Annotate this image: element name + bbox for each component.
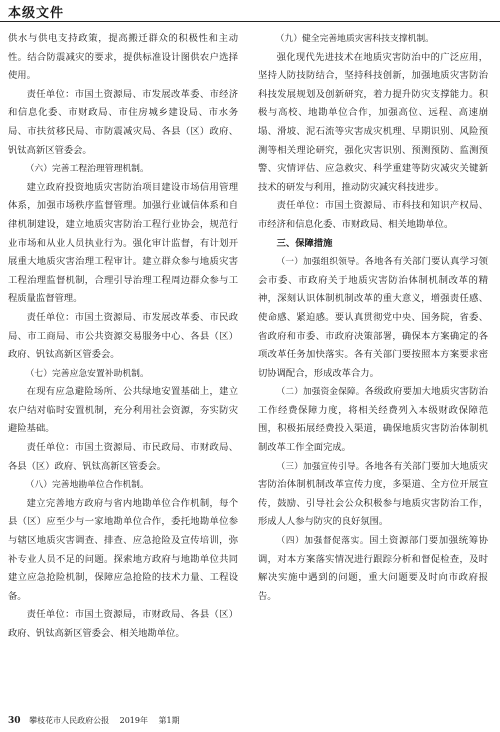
page-number: 30 <box>8 716 21 726</box>
responsibility-paragraph: 责任单位：市国土资源局、市民政局、市财政局、各县（区）政府、钒钛高新区管委会。 <box>8 442 238 472</box>
measure-text: 各地各有关部门要认真学习领会市委、市政府关于地质灾害防治体制机制改革的精神，深刻认识体制机制改革的重大意义，增强责任感、使命感、紧迫感。要认真贯彻党中央、国务院，省委、省政府和市委、市政府决策部署，确保本方案确定的各项改革任务加快落实。各有关部门要按照本方案要求密切协调配合，形成改革合力。 <box>258 256 488 379</box>
responsibility-paragraph: 责任单位：市国土资源局、市发展改革委、市民政局、市工商局、市公共资源交易服务中心、各县（区）政府、钒钛高新区管委会。 <box>8 311 238 361</box>
subheading-7: （七）完善应急安置补助机制。 <box>25 368 149 379</box>
paragraph: 建立政府投资地质灾害防治项目建设市场信用管理体系，加强市场秩序监督管理。加强行业诚信体系和自律机制建设，建立地质灾害防治工程行业协会，规范行业市场和从业人员执业行为。强化审计监督，有计划开展重大地质灾害治理工程审计。建立群众参与地质灾害工程治理监督机制，合理引导治理工程周边群众参与工程质量监督管理。 <box>8 181 238 305</box>
left-column <box>8 30 238 644</box>
header-rule <box>0 21 500 22</box>
measure-lead: （一）加强组织领导。 <box>276 257 365 268</box>
responsibility-paragraph: 责任单位：市国土资源局、市发展改革委、市经济和信息化委、市财政局、市住房城乡建设局、市水务局、市扶贫移民局、市防震减灾局、各县（区）政府、钒钛高新区管委会。 <box>8 88 238 156</box>
subheading-9: （九）健全完善地质灾害科技支撑机制。 <box>275 34 434 44</box>
measure-text: 国土资源部门要加强统筹协调，对本方案落实情况进行跟踪分析和督促检查，及时解决实施中遇到的问题，重大问题要及时向市政府报告。 <box>258 535 488 602</box>
measure-paragraph-3 <box>258 458 488 532</box>
measure-lead: （四）加强督促落实。 <box>276 536 370 547</box>
publication-issue: 第1期 <box>158 716 180 725</box>
page-footer <box>8 715 188 726</box>
measure-paragraph-2 <box>258 383 488 457</box>
subheading-8: （八）完善地勘单位合作机制。 <box>25 480 149 491</box>
subheading-6: （六）完善工程治理管理机制。 <box>25 164 149 175</box>
responsibility-paragraph: 责任单位：市国土资源局、市科技和知识产权局、市经济和信息化委、市财政局、相关地勘单位。 <box>258 200 488 230</box>
section-heading: 三、保障措施 <box>276 237 333 249</box>
paragraph: 强化现代先进技术在地质灾害防治中的广泛应用，坚持人防技防结合，坚持科技创新，加强地质灾害防治科技发展规划及创新研究，着力提升防灾支撑能力。积极与高校、地勘单位合作，加强高位、远程、高速崩塌、滑坡、泥石流等灾害成灾机理、早期识别、风险预测等相关理论研究，强化灾害识别、预测预防、监测预警、灾情评估、应急救灾、科学重建等防灾减灾关键新技术的研发与利用，推动防灾减灾科技进步。 <box>258 51 488 193</box>
measure-text: 各级政府要加大地质灾害防治工作经费保障力度，将相关经费列入本级财政保障范围，积极拓展经费投入渠道，确保地质灾害防治体制机制改革工作全面完成。 <box>258 386 488 454</box>
publication-year: 2019年 <box>119 716 148 725</box>
measure-lead: （三）加强宣传引导。 <box>276 461 365 472</box>
measure-text: 各地各有关部门要加大地质灾害防治体制机制改革宣传力度，多渠道、全方位开展宣传，鼓励、引导社会公众积极参与地质灾害防治工作，形成人人参与防灾的良好氛围。 <box>258 460 488 528</box>
page-header-title: 本级文件 <box>8 6 65 21</box>
measure-paragraph-4 <box>258 532 488 606</box>
publication-name: 攀枝花市人民政府公报 <box>29 716 110 725</box>
paragraph: 供水与供电支持政策，提高搬迁群众的积极性和主动性。结合防震减灾的要求，提供标准设计图供农户选择使用。 <box>8 33 238 82</box>
measure-lead: （二）加强资金保障。 <box>276 387 365 398</box>
measure-paragraph-1 <box>258 253 488 383</box>
paragraph: 在现有应急避险场所、公共绿地安置基础上，建立农户结对临时安置机制，充分利用社会资源，夯实防灾避险基础。 <box>8 386 238 435</box>
right-column <box>258 30 488 606</box>
responsibility-paragraph: 责任单位：市国土资源局，市财政局、各县（区）政府、钒钛高新区管委会、相关地勘单位。 <box>8 609 238 639</box>
paragraph: 建立完善地方政府与省内地勘单位合作机制，每个县（区）应至少与一家地勘单位合作，委托地勘单位参与辖区地质灾害调查、排查、应急抢险及宣传培训，弥补专业人员不足的问题。探索地方政府与地勘单位共同建立应急抢险机制，保障应急抢险的技术力量、工程设备。 <box>8 497 238 602</box>
